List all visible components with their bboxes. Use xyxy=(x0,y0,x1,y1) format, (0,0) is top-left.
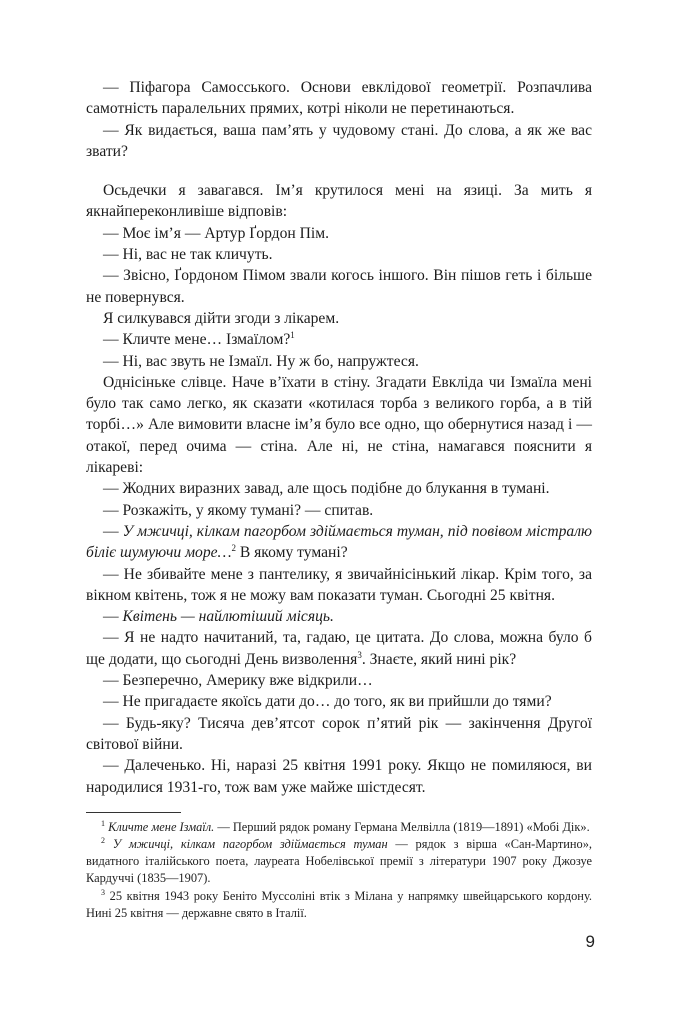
paragraph: — Піфагора Самосського. Основи евклідової геометрії. Розпачлива самотність паралельних прямих, котрі ніколи не перетинаються. xyxy=(86,79,592,118)
paragraph: — Ні, вас звуть не Ізмаїл. Ну ж бо, напружтеся. xyxy=(103,352,419,370)
paragraph: — Квітень — найлютіший місяць. xyxy=(103,608,334,626)
paragraph: — Далеченько. Ні, наразі 25 квітня 1991 року. Якщо не помиляюся, ви народилися 1931-го, тож вам уже майже шістдесят. xyxy=(86,757,592,796)
paragraph: Осьдечки я завагався. Ім’я крутилося мені на язиці. За мить я якнайпереконливіше відповів: xyxy=(86,182,592,221)
main-text xyxy=(86,77,592,798)
footnote-ref: 3 xyxy=(357,649,362,660)
paragraph: — Звісно, Ґордоном Пімом звали когось іншого. Він пішов геть і більше не повернувся. xyxy=(86,267,592,306)
paragraph: — Безперечно, Америку вже відкрили… xyxy=(103,672,373,690)
page-number: 9 xyxy=(585,932,595,951)
paragraph: — Ні, вас не так кличуть. xyxy=(103,246,273,264)
paragraph: — Кличте мене… Ізмаїлом?$^1$ xyxy=(103,330,295,349)
page-body xyxy=(86,77,592,922)
paragraph: — Як видається, ваша пам’ять у чудовому стані. До слова, а як же вас звати? xyxy=(86,121,592,160)
paragraph: — Будь-яку? Тисяча дев’ятсот сорок п’ятий рік — закінчення Другої світової війни. xyxy=(86,714,592,753)
paragraph: — Я не надто начитаний, та, гадаю, це цитата. До слова, можна було б ще додати, що сьогодні День визволення$^3$. Знаєте, який нині рік? xyxy=(86,629,592,668)
paragraph: — Моє ім’я — Артур Ґордон Пім. xyxy=(103,224,330,242)
footnote: $^1$ Кличте мене Ізмаїл. — Перший рядок роману Германа Мелвілла (1819—1891) «Мобі Дік». xyxy=(101,818,590,834)
paragraph: — У мжичці, кілкам пагорбом здіймається туман, під повівом містралю біліє шумуючи море…$^2$ В якому тумані? xyxy=(86,522,592,562)
footnote: $^2$ У мжичці, кілкам пагорбом здіймається туман — рядок з вірша «Сан-Мартино», видатного італійського поета, лауреата Нобелівської премії з літератури 1907 року Джозуе Кардуччі (1835—1907). xyxy=(86,836,592,886)
paragraph: — Розкажіть, у якому тумані? — спитав. xyxy=(103,501,374,519)
paragraph: Однісіньке слівце. Наче в’їхати в стіну. Згадати Евкліда чи Ізмаїла мені було так само легко, як сказати «котилася торба з великого горба, а в тій торбі…» Але вимовити власне ім’я було все одно, що обернутися назад і — отакої, перед очима — стіна. Але ні, не стіна, намагався пояснити я лікареві: xyxy=(86,373,592,477)
paragraph: Я силкувався дійти згоди з лікарем. xyxy=(103,309,340,327)
footnote: $^3$ 25 квітня 1943 року Беніто Муссоліні втік з Мілана у напрямку швейцарського кордону. Нині 25 квітня — державне свято в Італії. xyxy=(86,887,592,920)
footnote-divider xyxy=(86,812,181,813)
footnote-ref: 2 xyxy=(231,543,236,554)
footnotes xyxy=(86,819,592,922)
paragraph: — Не пригадаєте якоїсь дати до… до того, як ви прийшли до тями? xyxy=(103,693,552,711)
paragraph: — Жодних виразних завад, але щось подібне до блукання в тумані. xyxy=(103,480,550,498)
footnote-ref: 1 xyxy=(290,330,295,341)
paragraph: — Не збивайте мене з пантелику, я звичайнісінький лікар. Крім того, за вікном квітень, тож я не можу вам показати туман. Сьогодні 25 квітня. xyxy=(86,565,592,604)
